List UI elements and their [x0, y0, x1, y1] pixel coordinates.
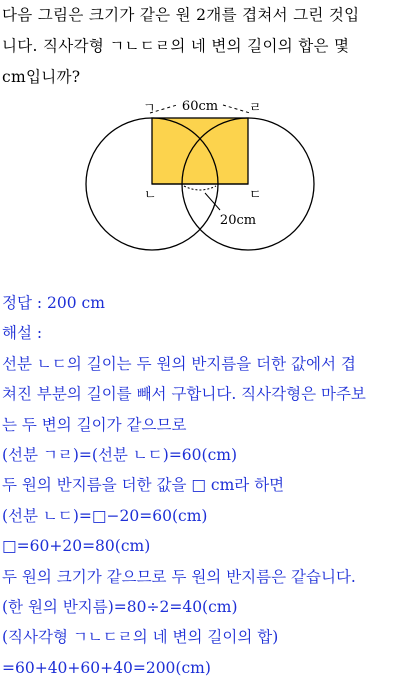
top-length-label: 60cm — [181, 99, 219, 114]
overlap-length-label: 20cm — [219, 213, 257, 228]
question-line: 다음 그림은 크기가 같은 원 2개를 겹쳐서 그린 것입 — [2, 6, 360, 24]
answer-line: 선분 ㄴㄷ의 길이는 두 원의 반지름을 더한 값에서 겹 — [2, 354, 356, 373]
answer-line: (선분 ㄱㄹ)=(선분 ㄴㄷ)=60(cm) — [2, 446, 237, 465]
answer-line: (한 원의 반지름)=80÷2=40(cm) — [2, 598, 238, 617]
rectangle — [152, 118, 248, 184]
vertex-label-c: ㄷ — [249, 188, 262, 203]
answer-line: 두 원의 크기가 같으므로 두 원의 반지름은 같습니다. — [2, 567, 356, 586]
answer-line: □=60+20=80(cm) — [2, 537, 151, 556]
answer-explanation — [2, 288, 398, 683]
answer-line: (직사각형 ㄱㄴㄷㄹ의 네 변의 길이의 합) — [2, 628, 279, 647]
circles-rectangle-figure — [0, 0, 400, 280]
vertex-label-b: ㄴ — [144, 188, 157, 203]
answer-line: 해설 : — [2, 324, 43, 343]
answer-line: (선분 ㄴㄷ)=□−20=60(cm) — [2, 506, 208, 525]
answer-line: =60+40+60+40=200(cm) — [2, 658, 211, 677]
top-dash-right — [223, 105, 250, 113]
question-line: 니다. 직사각형 ㄱㄴㄷㄹ의 네 변의 길이의 합은 몇 — [2, 37, 350, 55]
vertex-label-d: ㄹ — [249, 101, 262, 116]
answer-line: 쳐진 부분의 길이를 빼서 구합니다. 직사각형은 마주보 — [2, 385, 366, 404]
answer-line: 는 두 변의 길이가 같으므로 — [2, 415, 187, 434]
answer-line: 정답 : 200 cm — [2, 294, 105, 312]
overlap-pointer — [205, 193, 220, 210]
question-line: cm입니까? — [2, 68, 81, 86]
answer-line: 두 원의 반지름을 더한 값을 □ cm라 하면 — [2, 476, 285, 495]
overlap-dash — [184, 186, 216, 190]
vertex-label-a: ㄱ — [143, 101, 156, 116]
